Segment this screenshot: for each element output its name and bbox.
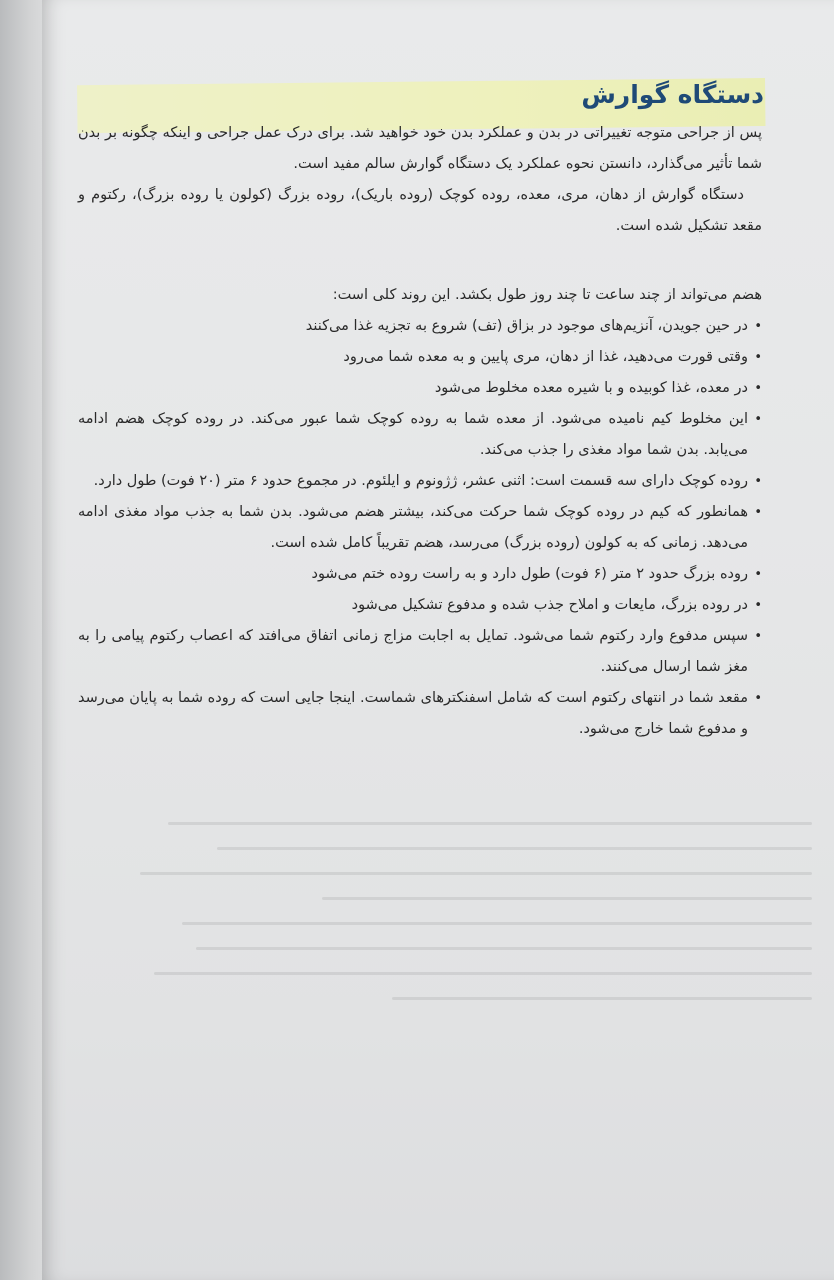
intro-paragraph: پس از جراحی متوجه تغییراتی در بدن و عملکرد بدن خود خواهید شد. برای درک عمل جراحی و اینکه چگونه بر بدن شما تأثیر می‌گذارد، دانستن نحوه عملکرد یک دستگاه گوارش سالم مفید است. (78, 125, 762, 172)
list-item-text: در روده بزرگ، مایعات و املاح جذب شده و مدفوع تشکیل می‌شود (351, 597, 748, 613)
digestion-steps-list (78, 311, 762, 745)
process-lead-paragraph: هضم می‌تواند از چند ساعت تا چند روز طول بکشد. این روند کلی است: (332, 287, 762, 303)
list-item (78, 683, 762, 745)
list-item (78, 559, 762, 590)
list-item-text: در حین جویدن، آنزیم‌های موجود در بزاق (تف) شروع به تجزیه غذا می‌کنند (305, 318, 748, 334)
list-item-text: وقتی قورت می‌دهید، غذا از دهان، مری پایین و به معده شما می‌رود (343, 349, 748, 365)
list-item-text: همانطور که کیم در روده کوچک شما حرکت می‌کند، بیشتر هضم می‌شود. بدن شما به جذب مواد مغذی ادامه می‌دهد. زمانی که به کولون (روده بزرگ) می‌رسد، هضم تقریباً کامل شده است. (78, 504, 748, 551)
list-item (78, 590, 762, 621)
list-item-text: مقعد شما در انتهای رکتوم است که شامل اسفنکترهای شماست. اینجا جایی است که روده شما به پایان می‌رسد و مدفوع شما خارج می‌شود. (78, 690, 748, 737)
list-item-text: سپس مدفوع وارد رکتوم شما می‌شود. تمایل به اجابت مزاج زمانی اتفاق می‌افتد که اعصاب رکتوم پیامی را به مغز شما ارسال می‌کنند. (78, 628, 748, 675)
list-item (78, 373, 762, 404)
list-item-text: این مخلوط کیم نامیده می‌شود. از معده شما به روده کوچک شما عبور می‌کند. در روده کوچک هضم ادامه می‌یابد. بدن شما مواد مغذی را جذب می‌کند. (78, 411, 748, 458)
list-item (78, 497, 762, 559)
bullet-icon: • (754, 381, 762, 396)
bullet-icon: • (754, 412, 762, 427)
list-item (78, 342, 762, 373)
bullet-icon: • (754, 505, 762, 520)
bullet-icon: • (754, 567, 762, 582)
bullet-icon: • (754, 474, 762, 489)
organs-paragraph: دستگاه گوارش از دهان، مری، معده، روده کوچک (روده باریک)، روده بزرگ (کولون یا روده بزرگ)، رکتوم و مقعد تشکیل شده است. (78, 187, 762, 234)
bullet-icon: • (754, 691, 762, 706)
list-item (78, 466, 762, 497)
bullet-icon: • (754, 629, 762, 644)
bullet-icon: • (754, 350, 762, 365)
list-item (78, 621, 762, 683)
page-body (78, 118, 762, 745)
list-item-text: روده کوچک دارای سه قسمت است: اثنی عشر، ژژونوم و ایلئوم. در مجموع حدود ۶ متر (۲۰ فوت) طول دارد. (93, 473, 748, 489)
list-item (78, 311, 762, 342)
bullet-icon: • (754, 319, 762, 334)
list-item-text: روده بزرگ حدود ۲ متر (۶ فوت) طول دارد و به راست روده ختم می‌شود (311, 566, 748, 582)
bleed-through-text (112, 800, 812, 1160)
list-item-text: در معده، غذا کوبیده و با شیره معده مخلوط می‌شود (434, 380, 748, 396)
section-heading: دستگاه گوارش (581, 80, 764, 109)
list-item (78, 404, 762, 466)
bullet-icon: • (754, 598, 762, 613)
